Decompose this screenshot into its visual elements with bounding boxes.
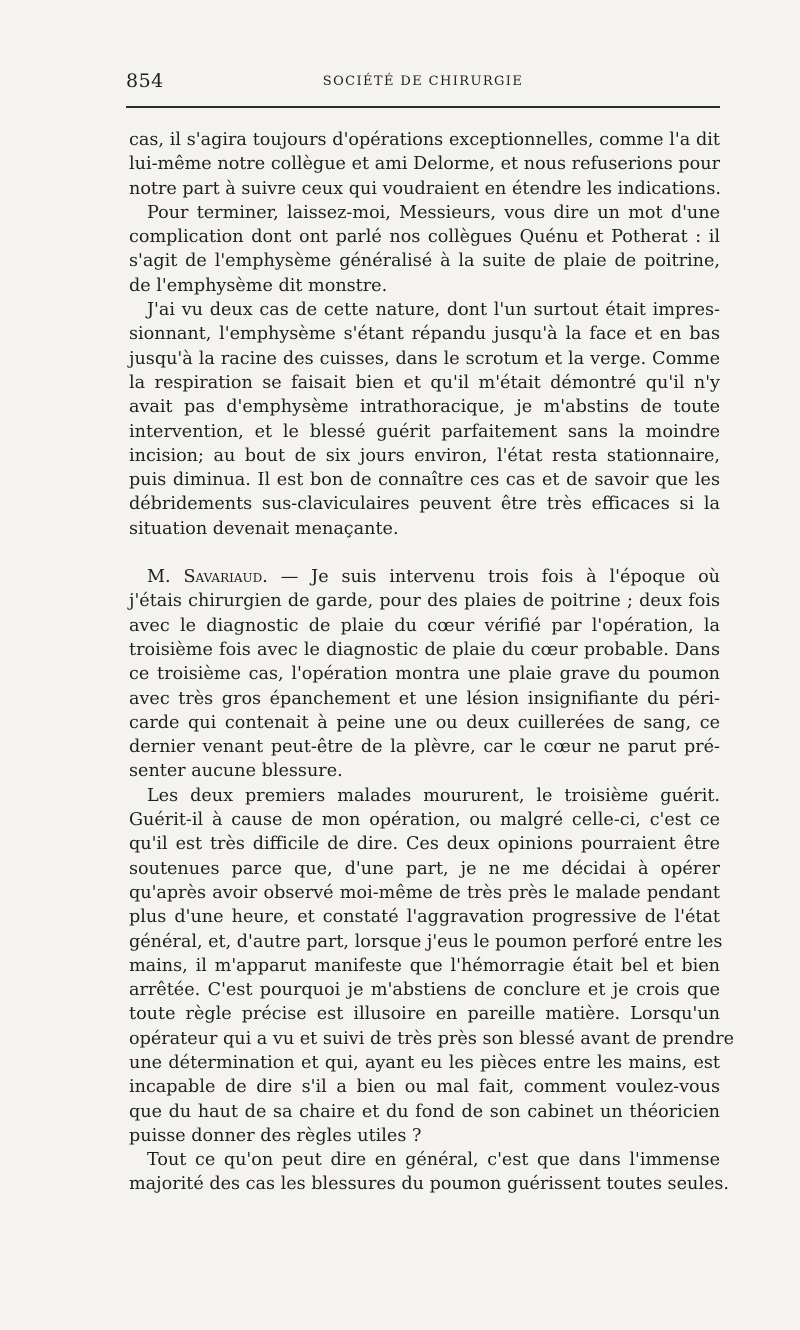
- text-line: lui-même notre collègue et ami Delorme, et nous refuserions pour: [129, 154, 720, 175]
- text-line: s'agit de l'emphysème généralisé à la suite de plaie de poitrine,: [129, 251, 720, 272]
- text-line: avait pas d'emphysème intrathoracique, je m'abstins de toute: [129, 397, 720, 418]
- text-line: opérateur qui a vu et suivi de très près son blessé avant de prendre: [129, 1028, 735, 1049]
- text-line: senter aucune blessure.: [129, 761, 343, 782]
- paragraph-2: [129, 201, 720, 298]
- paragraph-6: [129, 1148, 729, 1197]
- text-line: avec le diagnostic de plaie du cœur vérifié par l'opération, la: [129, 615, 720, 636]
- text-line: de l'emphysème dit monstre.: [129, 275, 388, 296]
- text-line: une détermination et qui, ayant eu les pièces entre les mains, est: [129, 1052, 720, 1073]
- text-line: troisième fois avec le diagnostic de plaie du cœur probable. Dans: [129, 639, 720, 660]
- text-line: dernier venant peut-être de la plèvre, car le cœur ne parut pré-: [129, 737, 720, 758]
- text-line: intervention, et le blessé guérit parfaitement sans la moindre: [129, 421, 720, 442]
- text-line: que du haut de sa chaire et du fond de son cabinet un théoricien: [129, 1101, 720, 1122]
- text-line: avec très gros épanchement et une lésion insignifiante du péri-: [129, 688, 720, 709]
- text-line: Tout ce qu'on peut dire en général, c'est que dans l'immense: [147, 1150, 720, 1171]
- text-line: sionnant, l'emphysème s'étant répandu jusqu'à la face et en bas: [129, 324, 720, 345]
- text-line: qu'il est très difficile de dire. Ces deux opinions pourraient être: [129, 834, 720, 855]
- text-line: incapable de dire s'il a bien ou mal fait, comment voulez-vous: [129, 1077, 720, 1098]
- speaker-name: Savariaud: [183, 567, 263, 588]
- text-line: carde qui contenait à peine une ou deux cuillerées de sang, ce: [129, 712, 720, 733]
- page-number: 854: [126, 70, 164, 92]
- text-line: puis diminua. Il est bon de connaître ces cas et de savoir que les: [129, 470, 720, 491]
- header-rule: [126, 106, 720, 108]
- text-line: plus d'une heure, et constaté l'aggravation progressive de l'état: [129, 907, 720, 928]
- text-line: j'étais chirurgien de garde, pour des plaies de poitrine ; deux fois: [129, 591, 720, 612]
- text-line: puisse donner des règles utiles ?: [129, 1125, 422, 1146]
- paragraph-1: [129, 128, 720, 201]
- text-line: débridements sus-claviculaires peuvent être très efficaces si la: [129, 494, 720, 515]
- text-line: qu'après avoir observé moi-même de très près le malade pendant: [129, 882, 720, 903]
- speaker-prefix: M.: [147, 567, 184, 588]
- text-line: cas, il s'agira toujours d'opérations exceptionnelles, comme l'a dit: [129, 130, 720, 150]
- text-line: Les deux premiers malades moururent, le troisième guérit.: [147, 785, 720, 806]
- text-line: Guérit-il à cause de mon opération, ou malgré celle-ci, c'est ce: [129, 810, 720, 831]
- paragraph-5: [129, 784, 735, 1148]
- text-line: ce troisième cas, l'opération montra une plaie grave du poumon: [129, 664, 720, 685]
- text-line: notre part à suivre ceux qui voudraient en étendre les indications.: [129, 178, 721, 199]
- running-title: SOCIÉTÉ DE CHIRURGIE: [322, 74, 524, 89]
- speaker-line-rest: . — Je suis intervenu trois fois à l'époque où: [262, 567, 720, 588]
- text-line-speaker: [129, 565, 720, 589]
- text-line: incision; au bout de six jours environ, l'état resta stationnaire,: [129, 445, 720, 466]
- text-line: situation devenait menaçante.: [129, 518, 399, 539]
- text-line: général, et, d'autre part, lorsque j'eus le poumon perforé entre les: [129, 931, 723, 952]
- text-line: Pour terminer, laissez-moi, Messieurs, vous dire un mot d'une: [147, 202, 720, 223]
- text-line: J'ai vu deux cas de cette nature, dont l'un surtout était impres-: [147, 300, 720, 321]
- text-line: complication dont ont parlé nos collègues Quénu et Potherat : il: [129, 227, 720, 248]
- page-header: [126, 68, 720, 94]
- text-line: mains, il m'apparut manifeste que l'hémorragie était bel et bien: [129, 955, 720, 976]
- text-line: la respiration se faisait bien et qu'il m'était démontré qu'il n'y: [129, 372, 720, 393]
- paragraph-3: [129, 298, 720, 541]
- paragraph-4: [129, 565, 720, 784]
- paragraph-gap: [129, 541, 720, 565]
- text-line: soutenues parce que, d'une part, je ne me décidai à opérer: [129, 858, 720, 879]
- text-line: jusqu'à la racine des cuisses, dans le scrotum et la verge. Comme: [129, 348, 720, 369]
- text-line: toute règle précise est illusoire en pareille matière. Lorsqu'un: [129, 1004, 720, 1025]
- text-line: arrêtée. C'est pourquoi je m'abstiens de conclure et je crois que: [129, 980, 720, 1001]
- text-line: majorité des cas les blessures du poumon guérissent toutes seules.: [129, 1174, 729, 1195]
- body-text: [129, 128, 735, 1197]
